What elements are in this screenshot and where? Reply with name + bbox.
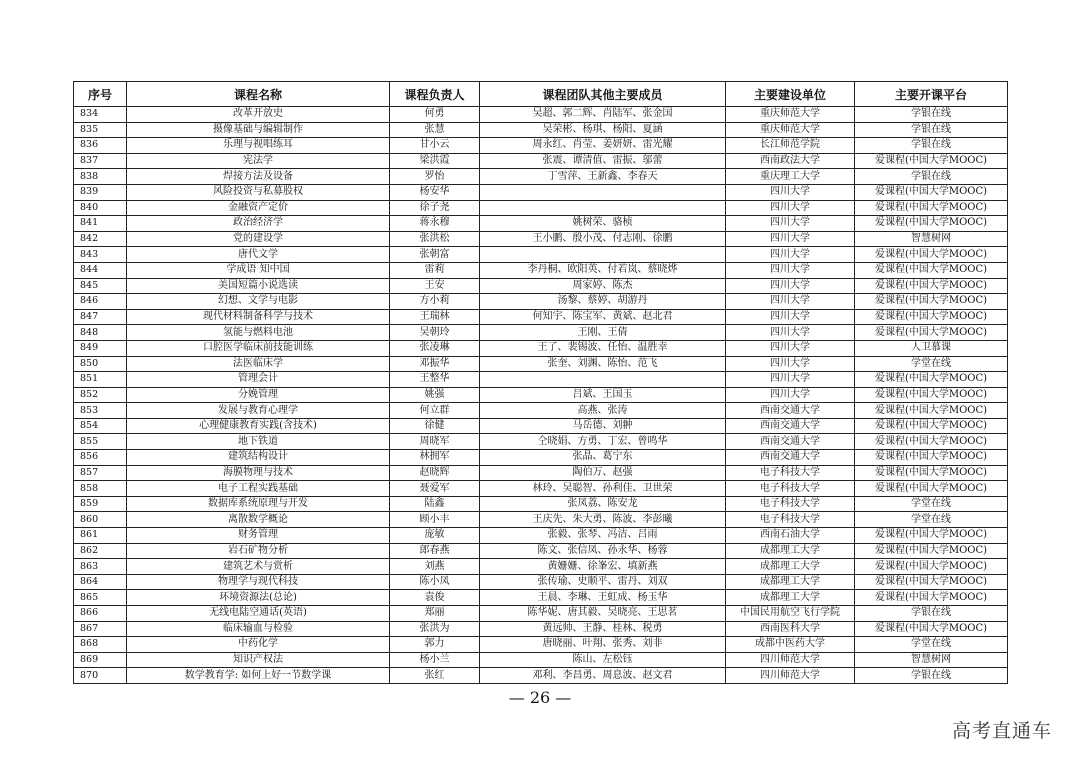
cell-institution: 四川大学 (726, 216, 855, 232)
cell-course-name: 数学教育学: 如何上好一节数学课 (127, 668, 390, 684)
cell-lead: 徐健 (390, 418, 480, 434)
cell-platform: 学堂在线 (855, 512, 1008, 528)
cell-course-name: 财务管理 (127, 528, 390, 544)
cell-index: 857 (74, 465, 127, 481)
cell-institution: 四川大学 (726, 184, 855, 200)
cell-index: 870 (74, 668, 127, 684)
table-row (74, 169, 1008, 185)
cell-course-name: 改革开放史 (127, 107, 390, 123)
cell-team: 王小鹏、殷小茂、付志刚、徐鹏 (480, 231, 726, 247)
table-row (74, 153, 1008, 169)
cell-institution: 中国民用航空飞行学院 (726, 606, 855, 622)
cell-team: 王了、裴锡波、任怡、温胜幸 (480, 340, 726, 356)
cell-index: 850 (74, 356, 127, 372)
cell-course-name: 心理健康教育实践(含技术) (127, 418, 390, 434)
table-row (74, 107, 1008, 123)
cell-lead: 徐子尧 (390, 200, 480, 216)
cell-course-name: 临床输血与检验 (127, 621, 390, 637)
cell-course-name: 风险投资与私募股权 (127, 184, 390, 200)
cell-index: 852 (74, 387, 127, 403)
cell-institution: 西南石油大学 (726, 528, 855, 544)
cell-team: 李丹桐、欧阳英、付若岚、蔡晓烨 (480, 262, 726, 278)
table-body (74, 107, 1008, 684)
cell-team: 陈华妮、唐其毅、吴晓亮、王思茗 (480, 606, 726, 622)
table-row (74, 434, 1008, 450)
cell-institution: 西南交通大学 (726, 450, 855, 466)
cell-platform: 爱课程(中国大学MOOC) (855, 574, 1008, 590)
cell-institution: 成都中医药大学 (726, 637, 855, 653)
cell-lead: 张红 (390, 668, 480, 684)
cell-institution: 电子科技大学 (726, 465, 855, 481)
cell-platform: 爱课程(中国大学MOOC) (855, 528, 1008, 544)
cell-lead: 陈小凤 (390, 574, 480, 590)
cell-platform: 爱课程(中国大学MOOC) (855, 387, 1008, 403)
cell-team: 唐晓丽、叶翔、张秀、刘非 (480, 637, 726, 653)
cell-platform: 爱课程(中国大学MOOC) (855, 153, 1008, 169)
cell-course-name: 政治经济学 (127, 216, 390, 232)
cell-institution: 电子科技大学 (726, 481, 855, 497)
watermark: 高考直通车 (951, 720, 1052, 742)
cell-team: 陈文、张信凤、孙永华、杨蓉 (480, 543, 726, 559)
cell-index: 839 (74, 184, 127, 200)
cell-platform: 爱课程(中国大学MOOC) (855, 372, 1008, 388)
cell-team: 吴超、郭二辉、肖陆军、张金国 (480, 107, 726, 123)
cell-index: 859 (74, 496, 127, 512)
cell-platform: 爱课程(中国大学MOOC) (855, 403, 1008, 419)
cell-course-name: 建筑艺术与赏析 (127, 559, 390, 575)
cell-platform: 学银在线 (855, 138, 1008, 154)
cell-platform: 智慧树网 (855, 652, 1008, 668)
header-institution: 主要建设单位 (726, 82, 855, 107)
cell-lead: 王瑞林 (390, 309, 480, 325)
cell-team: 吴荣彬、杨琪、杨阳、夏涵 (480, 122, 726, 138)
cell-course-name: 党的建设学 (127, 231, 390, 247)
cell-team: 张毅、张琴、冯洁、吕雨 (480, 528, 726, 544)
table-row (74, 356, 1008, 372)
cell-institution: 四川师范大学 (726, 668, 855, 684)
cell-lead: 方小莉 (390, 294, 480, 310)
cell-institution: 电子科技大学 (726, 512, 855, 528)
cell-platform: 爱课程(中国大学MOOC) (855, 216, 1008, 232)
cell-platform: 爱课程(中国大学MOOC) (855, 559, 1008, 575)
cell-team: 张传瑜、史顺平、雷丹、刘双 (480, 574, 726, 590)
cell-platform: 爱课程(中国大学MOOC) (855, 309, 1008, 325)
cell-institution: 成都理工大学 (726, 559, 855, 575)
cell-lead: 梁洪霞 (390, 153, 480, 169)
cell-course-name: 建筑结构设计 (127, 450, 390, 466)
cell-platform: 爱课程(中国大学MOOC) (855, 325, 1008, 341)
cell-lead: 姚强 (390, 387, 480, 403)
cell-lead: 郭力 (390, 637, 480, 653)
cell-index: 836 (74, 138, 127, 154)
cell-lead: 王整华 (390, 372, 480, 388)
cell-course-name: 法医临床学 (127, 356, 390, 372)
table-row (74, 309, 1008, 325)
cell-institution: 成都理工大学 (726, 574, 855, 590)
cell-institution: 西南交通大学 (726, 434, 855, 450)
table-row (74, 450, 1008, 466)
table-row (74, 668, 1008, 684)
cell-platform: 学银在线 (855, 122, 1008, 138)
cell-index: 861 (74, 528, 127, 544)
table-row (74, 590, 1008, 606)
cell-team: 张奎、刘渊、陈怡、范飞 (480, 356, 726, 372)
cell-institution: 四川大学 (726, 309, 855, 325)
cell-platform: 爱课程(中国大学MOOC) (855, 465, 1008, 481)
cell-lead: 王安 (390, 278, 480, 294)
cell-platform: 人卫慕课 (855, 340, 1008, 356)
cell-course-name: 氢能与燃料电池 (127, 325, 390, 341)
cell-platform: 学堂在线 (855, 637, 1008, 653)
cell-platform: 爱课程(中国大学MOOC) (855, 590, 1008, 606)
cell-lead: 聂爱军 (390, 481, 480, 497)
cell-index: 849 (74, 340, 127, 356)
cell-index: 855 (74, 434, 127, 450)
cell-team: 张凤荔、陈安龙 (480, 496, 726, 512)
cell-lead: 蒋永穆 (390, 216, 480, 232)
cell-course-name: 唐代文学 (127, 247, 390, 263)
cell-institution: 四川大学 (726, 387, 855, 403)
table-row (74, 637, 1008, 653)
cell-lead: 甘小云 (390, 138, 480, 154)
cell-institution: 四川大学 (726, 247, 855, 263)
table-row (74, 138, 1008, 154)
header-platform: 主要开课平台 (855, 82, 1008, 107)
table-row (74, 652, 1008, 668)
cell-institution: 四川大学 (726, 278, 855, 294)
table-row (74, 465, 1008, 481)
cell-team: 姚树荣、骆桢 (480, 216, 726, 232)
cell-index: 844 (74, 262, 127, 278)
table-row (74, 278, 1008, 294)
cell-lead: 何勇 (390, 107, 480, 123)
cell-team (480, 247, 726, 263)
cell-index: 866 (74, 606, 127, 622)
table-row (74, 122, 1008, 138)
cell-course-name: 分娩管理 (127, 387, 390, 403)
cell-team: 马岳德、刘翀 (480, 418, 726, 434)
table-row (74, 200, 1008, 216)
cell-index: 853 (74, 403, 127, 419)
cell-institution: 西南医科大学 (726, 621, 855, 637)
table-row (74, 325, 1008, 341)
cell-platform: 爱课程(中国大学MOOC) (855, 247, 1008, 263)
cell-team: 周永红、肖莹、姜妍妍、雷光耀 (480, 138, 726, 154)
cell-team: 丁雪萍、王新鑫、李春天 (480, 169, 726, 185)
cell-platform: 爱课程(中国大学MOOC) (855, 543, 1008, 559)
cell-lead: 林拥军 (390, 450, 480, 466)
cell-index: 854 (74, 418, 127, 434)
table-row (74, 528, 1008, 544)
table-row (74, 496, 1008, 512)
table-row (74, 574, 1008, 590)
cell-team: 何知宇、陈宝军、黄斌、赵北君 (480, 309, 726, 325)
cell-platform: 学银在线 (855, 606, 1008, 622)
cell-platform: 智慧树网 (855, 231, 1008, 247)
cell-lead: 杨小兰 (390, 652, 480, 668)
cell-lead: 庞敏 (390, 528, 480, 544)
cell-platform: 爱课程(中国大学MOOC) (855, 450, 1008, 466)
cell-institution: 西南交通大学 (726, 418, 855, 434)
cell-team: 仝晓娟、方勇、丁宏、曾鸣华 (480, 434, 726, 450)
cell-index: 856 (74, 450, 127, 466)
cell-lead: 张洪松 (390, 231, 480, 247)
cell-platform: 爱课程(中国大学MOOC) (855, 481, 1008, 497)
table-row (74, 247, 1008, 263)
header-course-name: 课程名称 (127, 82, 390, 107)
cell-team: 陈山、左松钰 (480, 652, 726, 668)
cell-course-name: 口腔医学临床前技能训练 (127, 340, 390, 356)
cell-team (480, 200, 726, 216)
cell-lead: 郑丽 (390, 606, 480, 622)
table-row (74, 543, 1008, 559)
cell-course-name: 电子工程实践基础 (127, 481, 390, 497)
cell-lead: 陆鑫 (390, 496, 480, 512)
cell-platform: 学银在线 (855, 107, 1008, 123)
cell-team: 林玲、吴聪智、孙利佳、卫世荣 (480, 481, 726, 497)
cell-institution: 四川大学 (726, 356, 855, 372)
page-number: — 26 — (508, 688, 572, 707)
cell-platform: 学银在线 (855, 169, 1008, 185)
cell-institution: 四川大学 (726, 325, 855, 341)
table-row (74, 512, 1008, 528)
cell-institution: 长江师范学院 (726, 138, 855, 154)
cell-institution: 四川大学 (726, 340, 855, 356)
cell-team: 王刚、王倩 (480, 325, 726, 341)
cell-index: 840 (74, 200, 127, 216)
cell-institution: 四川大学 (726, 294, 855, 310)
cell-course-name: 幻想、文学与电影 (127, 294, 390, 310)
cell-lead: 杨安华 (390, 184, 480, 200)
cell-team: 吕斌、王国玉 (480, 387, 726, 403)
cell-course-name: 知识产权法 (127, 652, 390, 668)
cell-platform: 爱课程(中国大学MOOC) (855, 262, 1008, 278)
cell-index: 851 (74, 372, 127, 388)
table-row (74, 481, 1008, 497)
cell-lead: 邓振华 (390, 356, 480, 372)
cell-lead: 张朝富 (390, 247, 480, 263)
cell-index: 837 (74, 153, 127, 169)
cell-team: 高燕、张涛 (480, 403, 726, 419)
cell-course-name: 管理会计 (127, 372, 390, 388)
cell-course-name: 离散数学概论 (127, 512, 390, 528)
cell-institution: 四川大学 (726, 372, 855, 388)
cell-course-name: 岩石矿物分析 (127, 543, 390, 559)
table-row (74, 184, 1008, 200)
cell-course-name: 地下铁道 (127, 434, 390, 450)
cell-team: 张晶、葛宁东 (480, 450, 726, 466)
cell-platform: 学堂在线 (855, 356, 1008, 372)
cell-index: 842 (74, 231, 127, 247)
cell-lead: 顾小丰 (390, 512, 480, 528)
table-row (74, 340, 1008, 356)
cell-team: 黄远帅、王静、桂林、税勇 (480, 621, 726, 637)
cell-course-name: 环境资源法(总论) (127, 590, 390, 606)
cell-institution: 四川大学 (726, 262, 855, 278)
cell-lead: 赵晓辉 (390, 465, 480, 481)
cell-institution: 四川师范大学 (726, 652, 855, 668)
cell-index: 841 (74, 216, 127, 232)
cell-team: 周家婷、陈杰 (480, 278, 726, 294)
cell-team (480, 184, 726, 200)
cell-team: 张震、谭清值、雷振、邬蕾 (480, 153, 726, 169)
cell-lead: 何立群 (390, 403, 480, 419)
cell-index: 835 (74, 122, 127, 138)
cell-platform: 爱课程(中国大学MOOC) (855, 278, 1008, 294)
cell-platform: 爱课程(中国大学MOOC) (855, 418, 1008, 434)
cell-lead: 雷莉 (390, 262, 480, 278)
cell-institution: 重庆理工大学 (726, 169, 855, 185)
cell-lead: 张凌琳 (390, 340, 480, 356)
cell-team (480, 372, 726, 388)
header-index: 序号 (74, 82, 127, 107)
cell-team: 王庆先、朱大勇、陈波、李彭曦 (480, 512, 726, 528)
cell-course-name: 无线电陆空通话(英语) (127, 606, 390, 622)
cell-index: 867 (74, 621, 127, 637)
header-team: 课程团队其他主要成员 (480, 82, 726, 107)
cell-institution: 电子科技大学 (726, 496, 855, 512)
cell-course-name: 海膜物理与技术 (127, 465, 390, 481)
cell-course-name: 学成语 知中国 (127, 262, 390, 278)
cell-platform: 爱课程(中国大学MOOC) (855, 184, 1008, 200)
table-row (74, 262, 1008, 278)
table-row (74, 387, 1008, 403)
cell-team: 邓利、李昌勇、周息波、赵文君 (480, 668, 726, 684)
table-row (74, 621, 1008, 637)
cell-index: 838 (74, 169, 127, 185)
cell-lead: 周晓军 (390, 434, 480, 450)
cell-lead: 张慧 (390, 122, 480, 138)
cell-course-name: 物理学与现代科技 (127, 574, 390, 590)
cell-index: 862 (74, 543, 127, 559)
header-lead: 课程负责人 (390, 82, 480, 107)
cell-course-name: 现代材料制备科学与技术 (127, 309, 390, 325)
table-row (74, 606, 1008, 622)
table-row (74, 559, 1008, 575)
table-row (74, 216, 1008, 232)
cell-index: 860 (74, 512, 127, 528)
cell-platform: 爱课程(中国大学MOOC) (855, 434, 1008, 450)
cell-institution: 四川大学 (726, 231, 855, 247)
cell-institution: 成都理工大学 (726, 543, 855, 559)
cell-platform: 学堂在线 (855, 496, 1008, 512)
table-row (74, 372, 1008, 388)
cell-index: 843 (74, 247, 127, 263)
cell-course-name: 摄像基础与编辑制作 (127, 122, 390, 138)
cell-lead: 郎春燕 (390, 543, 480, 559)
table-header-row (74, 82, 1008, 107)
cell-platform: 爱课程(中国大学MOOC) (855, 294, 1008, 310)
cell-institution: 西南政法大学 (726, 153, 855, 169)
cell-institution: 重庆师范大学 (726, 107, 855, 123)
cell-index: 868 (74, 637, 127, 653)
cell-institution: 成都理工大学 (726, 590, 855, 606)
cell-course-name: 乐理与视唱练耳 (127, 138, 390, 154)
cell-index: 864 (74, 574, 127, 590)
cell-course-name: 数据库系统原理与开发 (127, 496, 390, 512)
course-table (73, 81, 1008, 684)
cell-index: 848 (74, 325, 127, 341)
cell-institution: 西南交通大学 (726, 403, 855, 419)
cell-index: 846 (74, 294, 127, 310)
cell-team: 黄姗姗、徐峯宏、填新燕 (480, 559, 726, 575)
cell-team: 陶伯万、赵强 (480, 465, 726, 481)
cell-index: 845 (74, 278, 127, 294)
cell-lead: 张洪为 (390, 621, 480, 637)
cell-lead: 吴朝玲 (390, 325, 480, 341)
cell-platform: 学银在线 (855, 668, 1008, 684)
cell-course-name: 发展与教育心理学 (127, 403, 390, 419)
cell-lead: 刘燕 (390, 559, 480, 575)
cell-index: 847 (74, 309, 127, 325)
cell-index: 865 (74, 590, 127, 606)
cell-index: 858 (74, 481, 127, 497)
table-row (74, 294, 1008, 310)
cell-platform: 爱课程(中国大学MOOC) (855, 621, 1008, 637)
cell-team: 汤黎、蔡婷、胡游丹 (480, 294, 726, 310)
cell-index: 869 (74, 652, 127, 668)
cell-platform: 爱课程(中国大学MOOC) (855, 200, 1008, 216)
cell-course-name: 中药化学 (127, 637, 390, 653)
cell-course-name: 金融资产定价 (127, 200, 390, 216)
table-row (74, 418, 1008, 434)
cell-institution: 重庆师范大学 (726, 122, 855, 138)
table-row (74, 403, 1008, 419)
cell-index: 834 (74, 107, 127, 123)
cell-course-name: 焊接方法及设备 (127, 169, 390, 185)
cell-institution: 四川大学 (726, 200, 855, 216)
cell-index: 863 (74, 559, 127, 575)
table-row (74, 231, 1008, 247)
cell-lead: 袁俊 (390, 590, 480, 606)
cell-course-name: 宪法学 (127, 153, 390, 169)
cell-team: 王晨、李琳、王虹成、杨玉华 (480, 590, 726, 606)
cell-lead: 罗怡 (390, 169, 480, 185)
cell-course-name: 美国短篇小说选读 (127, 278, 390, 294)
